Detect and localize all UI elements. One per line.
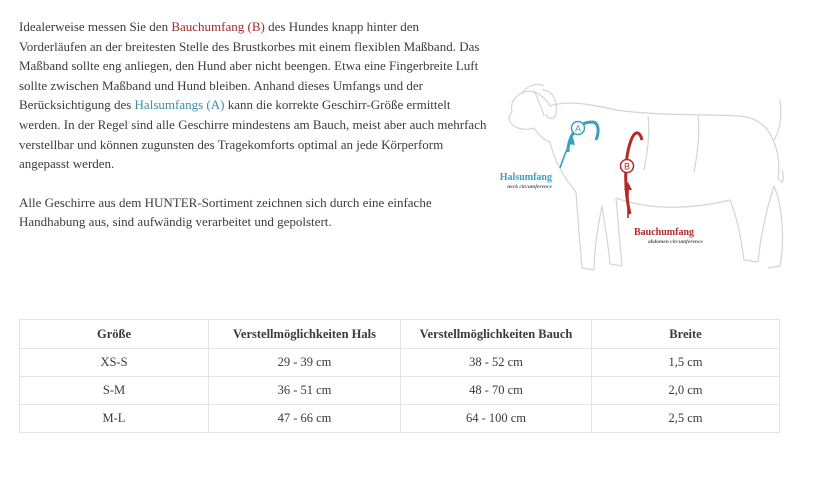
size-table [19, 319, 780, 433]
cell-neck: 29 - 39 cm [209, 349, 401, 377]
intro-text-part: kann die korrekte Geschirr-Größe ermittelt werden. In der Regel sind alle Geschirre mindestens am Bauch, meist aber auch mehrfach verstellbar und können zugunsten des Tragekomforts optimal an jede Körperform angepasst werden. [19, 97, 487, 172]
neck-circumference-label: Halsumfang [499, 172, 552, 183]
table-row [20, 405, 780, 433]
abdomen-circumference-label: Bauchumfang [634, 227, 695, 238]
abdomen-circumference-sublabel: abdomen circumference [648, 239, 703, 245]
table-row [20, 349, 780, 377]
intro-paragraph-1 [19, 17, 489, 174]
cell-neck: 36 - 51 cm [209, 377, 401, 405]
header-belly-adjustment: Verstellmöglichkeiten Bauch [401, 320, 592, 349]
header-neck-adjustment: Verstellmöglichkeiten Hals [209, 320, 401, 349]
intro-paragraph-2: Alle Geschirre aus dem HUNTER-Sortiment zeichnen sich durch eine einfache Handhabung aus, sind aufwändig verarbeitet und gepolstert. [19, 194, 432, 230]
cell-size: M-L [20, 405, 209, 433]
cell-width: 1,5 cm [592, 349, 780, 377]
intro-text [19, 17, 489, 232]
header-width: Breite [592, 320, 780, 349]
cell-size: XS-S [20, 349, 209, 377]
cell-belly: 38 - 52 cm [401, 349, 592, 377]
cell-size: S-M [20, 377, 209, 405]
header-size: Größe [20, 320, 209, 349]
cell-belly: 48 - 70 cm [401, 377, 592, 405]
table-row [20, 377, 780, 405]
cell-width: 2,0 cm [592, 377, 780, 405]
dog-measurement-illustration [498, 60, 798, 290]
cell-neck: 47 - 66 cm [209, 405, 401, 433]
marker-a-label: A [574, 123, 582, 134]
table-header-row [20, 320, 780, 349]
intro-text-part: des Hundes knapp hinter den Vorderläufen an der breitesten Stelle des Brustkorbes mit einem flexiblen Maßband. Das Maßband sollte eng anliegen, den Hund aber nicht beengen. Etwa eine Fingerbreite Luft sollte zwischen Maßband und Hund bleiben. Anhand dieses Umfangs und der Berücksichtigung des [19, 19, 480, 113]
bauchumfang-term: Bauchumfang (B) [171, 19, 265, 34]
intro-text-part: Idealerweise messen Sie den [19, 19, 172, 34]
cell-width: 2,5 cm [592, 405, 780, 433]
halsumfang-term: Halsumfangs (A) [134, 97, 225, 113]
cell-belly: 64 - 100 cm [401, 405, 592, 433]
marker-b-label: B [623, 161, 631, 172]
neck-circumference-sublabel: neck circumference [507, 184, 552, 190]
